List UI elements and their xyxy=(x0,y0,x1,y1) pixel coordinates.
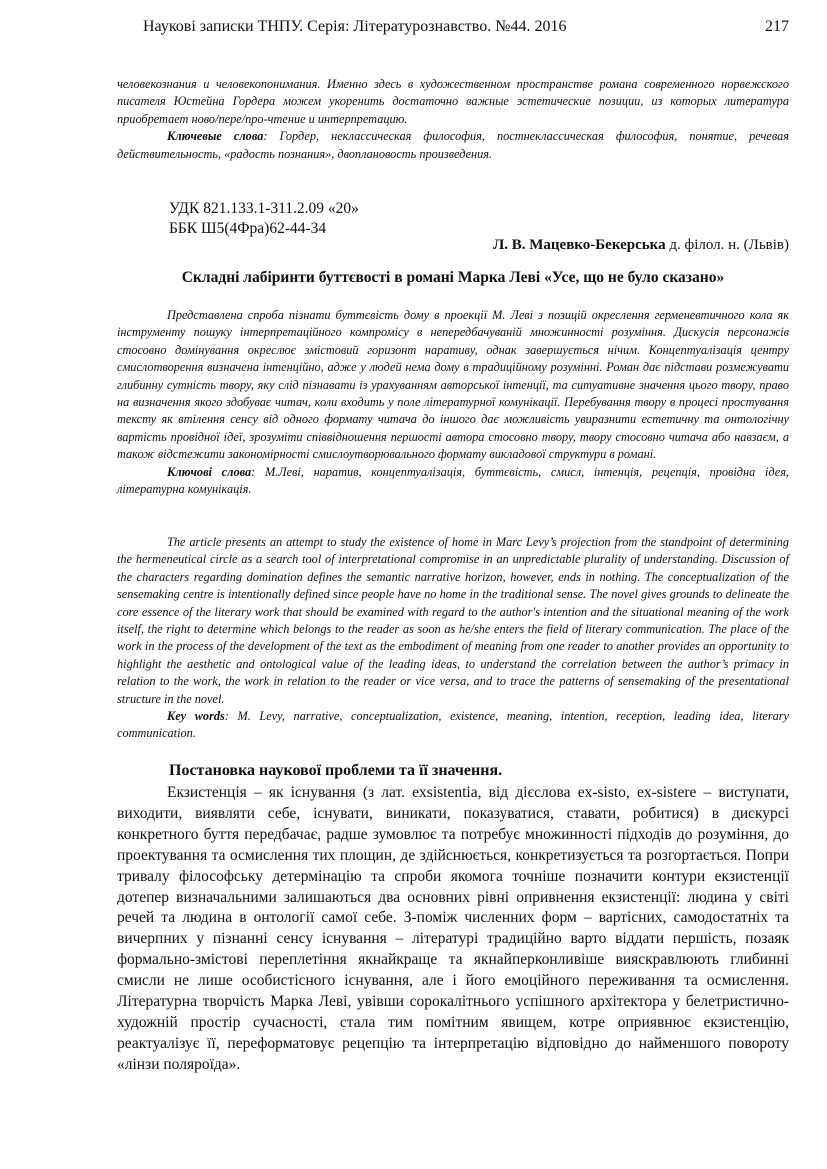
ukrainian-keywords-list: : М.Леві, наратив, концептуалізація, буттєвість, смисл, інтенція, рецепція, провідна ідея, літературна комунікація. xyxy=(117,464,789,497)
russian-keywords-list: : Гордер, неклассическая философия, постнеклассическая философия, понятие, речевая действительность, «радость познания», двоплановость произведения. xyxy=(117,129,789,161)
english-keywords xyxy=(117,708,789,743)
body-paragraph: Екзистенція – як існування (з лат. exsistentia, від дієслова ex-sisto, ex-sistere – виступати, виходити, виявляти себе, існувати, виникати, показуватися, ставати, робитися) в дискурсі конкретного буття передбачає, радше зумовлює та потребує множинності підходів до розуміння, до проектування та осмислення тих площин, де здійснюється, конкретизується та розгортається. Попри тривалу філософську детермінацію та спроби якомога точніше позначити контури екзистенції дотепер визначальними залишаються два основних рівні опривнення екзистенції: людина у світі речей та людина в онтології самої себе. З-поміж численних форм – вартісних, самодостатніх та вичерпних у пізнанні сенсу існування – літературі традиційно варто віддати першість, позаяк формально-змістові переплетіння якнайкраще та якнайперконливіше вияскравлюють глибинні смисли не лише особистісного існування, але і його емоційного переживання та осмислення. Літературна творчість Марка Леві, увівши сорокалітнього успішного архітектора у белетристично-художній простір сучасності, стала тим помітним явищем, котре оприявнює екзистенцію, реактуалізує її, переформатовує рецепцію та інтерпретацію відповідно до найменшого повороту «лінзи поляроїда». xyxy=(117,784,789,1073)
author-name: Л. В. Мацевко-Бекерська xyxy=(493,237,666,253)
author-degree: д. філол. н. (Львів) xyxy=(665,237,789,253)
russian-keywords xyxy=(117,128,789,163)
ukrainian-keywords-label: Ключові слова xyxy=(167,464,252,479)
ukrainian-abstract-text: Представлена спроба пізнати буттєвість дому в проекції М. Леві з позицій окреслення герменевтичного кола як інструменту пошуку інтерпретаційного компромісу в непередбачуваній множинності розуміння. Дискусія персонажів стосовно домінування окреслює змістовий горизонт наративу, однак завершується нічим. Концептуалізація центру смислотворення визначена інтенційно, адже у людей нема дому в традиційному розумінні. Роман дає підстави розмежувати глибинну сутність твору, яку слід пізнавати із урахуванням авторської інтенції, та ситуативне значення цього твору, право на визначення якого здобуває читач, коли входить у поле літературної комунікації. Перебування твору в процесі простування тексту як втілення сенсу від одного формату читача до іншого дає можливість увиразнити естетичну та онтологічну вартість провідної ідеї, зрозуміти співвідношення першості автора стосовно твору, твору стосовно читача або навзаєм, а також відстежити закономірності смислоутворювального формату викладової структури в романі. xyxy=(117,308,789,462)
author-line xyxy=(493,237,789,254)
section-heading: Постановка наукової проблеми та її значення. xyxy=(169,762,503,779)
article-title: Складні лабіринти буттєвості в романі Марка Леві «Усе, що не було сказано» xyxy=(181,269,725,286)
bbk-code: ББК Ш5(4Фра)62-44-34 xyxy=(169,220,327,237)
page-number: 217 xyxy=(765,18,789,35)
english-keywords-label: Key words xyxy=(167,709,225,724)
russian-abstract xyxy=(117,76,789,163)
running-header xyxy=(143,18,789,40)
body-text xyxy=(117,783,789,1076)
udk-code: УДК 821.133.1-311.2.09 «20» xyxy=(169,200,359,217)
english-abstract xyxy=(117,534,789,743)
journal-title: Наукові записки ТНПУ. Серія: Літературознавство. №44. 2016 xyxy=(143,18,567,35)
english-abstract-text: The article presents an attempt to study the existence of home in Marc Levy’s projection from the standpoint of determining the hermeneutical circle as a search tool of interpretational compromise in an unpredictable plurality of understanding. Discussion of the characters regarding domination defines the semantic narrative horizon, however, ends in nothing. The conceptualization of the sensemaking centre is intentionally defined since people have no home in the traditional sense. The novel gives grounds to delineate the core essence of the literary work that should be examined with regard to the author's intention and the situational meaning of the work itself, the right to determine which belongs to the reader as soon as he/she enters the field of literary communication. The place of the work in the process of the development of the text as the embodiment of meaning from one reader to another provides an opportunity to highlight the aesthetic and ontological value of the leading ideas, to understand the correlation between the author’s primacy in relation to the work, the work in relation to the reader or vice versa, and to trace the patterns of sensemaking of the presentational structure in the novel. xyxy=(117,535,789,706)
ukrainian-keywords xyxy=(117,464,789,499)
russian-keywords-label: Ключевые слова xyxy=(167,129,264,144)
ukrainian-abstract xyxy=(117,307,789,498)
english-keywords-list: : M. Levy, narrative, conceptualization, existence, meaning, intention, reception, leading idea, literary communication. xyxy=(117,709,789,741)
russian-abstract-text: человекознания и человекопонимания. Именно здесь в художественном пространстве романа современного норвежского писателя Юстейна Гордера можем укоренить достаточно важные эстетические позиции, из которых литература приобретает ново/пере/про-чтение и интерпретацию. xyxy=(117,77,789,126)
